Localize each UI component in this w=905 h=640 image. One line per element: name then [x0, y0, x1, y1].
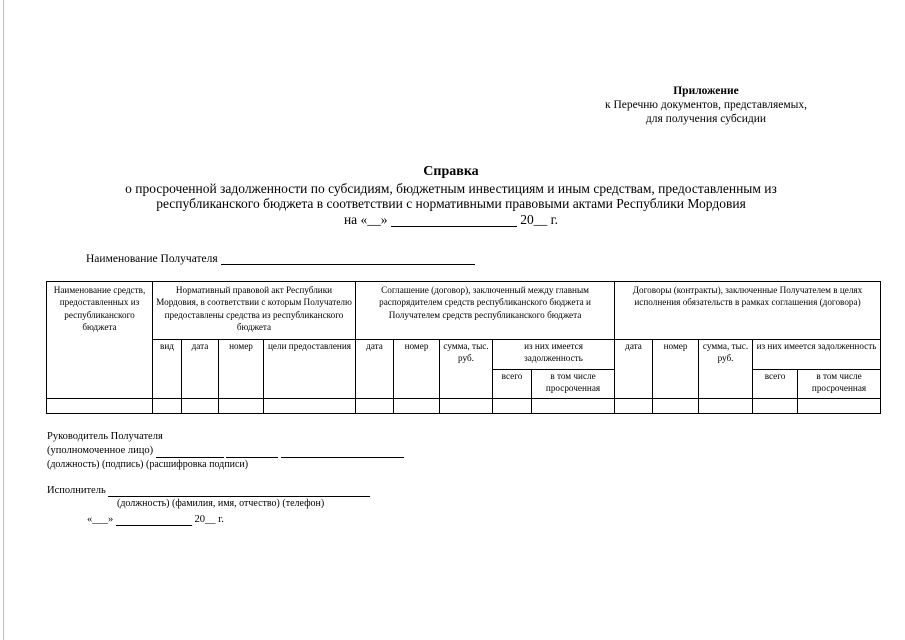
table-cell: [394, 399, 440, 414]
recipient-row: [86, 253, 475, 265]
con-date-header: дата: [615, 340, 653, 399]
signature-title: Руководитель Получателя: [47, 431, 163, 442]
executor-caption: (должность) (фамилия, имя, отчество) (телефон): [117, 498, 325, 509]
act-purpose-header: цели предоставления: [264, 340, 356, 399]
table-cell: [219, 399, 264, 414]
date-year: 20__ г.: [520, 211, 559, 227]
act-date-header: дата: [182, 340, 219, 399]
agr-debt-total-header: всего: [493, 370, 532, 399]
date-prefix: на «__»: [343, 211, 388, 227]
date-month-line: [391, 226, 517, 227]
table-cell: [47, 399, 153, 414]
signature-role: (уполномоченное лицо): [47, 445, 154, 456]
executor-block: [47, 484, 370, 526]
group-contracts: Договоры (контракты), заключенные Получателем в целях исполнения обязательств в рамках соглашения (договора): [615, 282, 881, 340]
con-number-header: номер: [653, 340, 699, 399]
agr-number-header: номер: [394, 340, 440, 399]
group-legal-act: Нормативный правовой акт Республики Мордовия, в соответствии с которым Получателю предоставлены средства из республиканского бюджета: [153, 282, 356, 340]
executor-label: Исполнитель: [47, 485, 106, 496]
agr-sum-header: сумма, тыс. руб.: [440, 340, 493, 399]
table-cell: [356, 399, 394, 414]
recipient-label: Наименование Получателя: [86, 253, 218, 265]
table-cell: [264, 399, 356, 414]
con-debt-header: из них имеется задолженность: [753, 340, 881, 370]
executor-date-year: 20__ г.: [194, 514, 224, 525]
heading-date: [40, 212, 862, 228]
agr-debt-header: из них имеется задолженность: [493, 340, 615, 370]
table-row: [47, 399, 881, 414]
agr-debt-overdue-header: в том числе просроченная: [532, 370, 615, 399]
page-edge: [3, 0, 4, 640]
appendix-line-2: для получения субсидии: [645, 113, 767, 125]
heading-line-1: о просроченной задолженности по субсидиям, бюджетным инвестициям и иным средствам, предоставленным из: [125, 180, 777, 196]
document-heading: [40, 164, 862, 227]
table-cell: [182, 399, 219, 414]
appendix-line-1: к Перечню документов, представляемых,: [605, 99, 807, 111]
signature-line-row: [47, 444, 404, 458]
debt-table: [46, 281, 881, 414]
table-cell: [615, 399, 653, 414]
group-agreement: Соглашение (договор), заключенный между главным распорядителем средств республиканского бюджета и Получателем средств республиканского бюджета: [356, 282, 615, 340]
table-cell: [653, 399, 699, 414]
con-debt-overdue-header: в том числе просроченная: [798, 370, 881, 399]
con-debt-total-header: всего: [753, 370, 798, 399]
col-funds-name: Наименование средств, предоставленных из республиканского бюджета: [47, 282, 153, 399]
table-cell: [493, 399, 532, 414]
act-type-header: вид: [153, 340, 182, 399]
con-sum-header: сумма, тыс. руб.: [699, 340, 753, 399]
executor-date-line: [116, 525, 192, 526]
recipient-line: [221, 264, 475, 265]
executor-date: [47, 513, 370, 526]
appendix-title: Приложение: [673, 85, 739, 97]
table-cell: [798, 399, 881, 414]
appendix-note: [560, 84, 852, 126]
signature-caption: (должность) (подпись) (расшифровка подписи): [47, 459, 249, 470]
table-cell: [153, 399, 182, 414]
signature-name-line: [281, 457, 404, 458]
agr-date-header: дата: [356, 340, 394, 399]
executor-row: [47, 484, 370, 497]
table-cell: [753, 399, 798, 414]
table-cell: [532, 399, 615, 414]
signature-block: [47, 430, 404, 472]
act-number-header: номер: [219, 340, 264, 399]
table-cell: [699, 399, 753, 414]
executor-date-prefix: «___»: [87, 514, 114, 525]
heading-line-2: республиканского бюджета в соответствии с нормативными правовыми актами Республики Мордовия: [156, 196, 746, 211]
document-title: Справка: [423, 164, 479, 179]
table-cell: [440, 399, 493, 414]
